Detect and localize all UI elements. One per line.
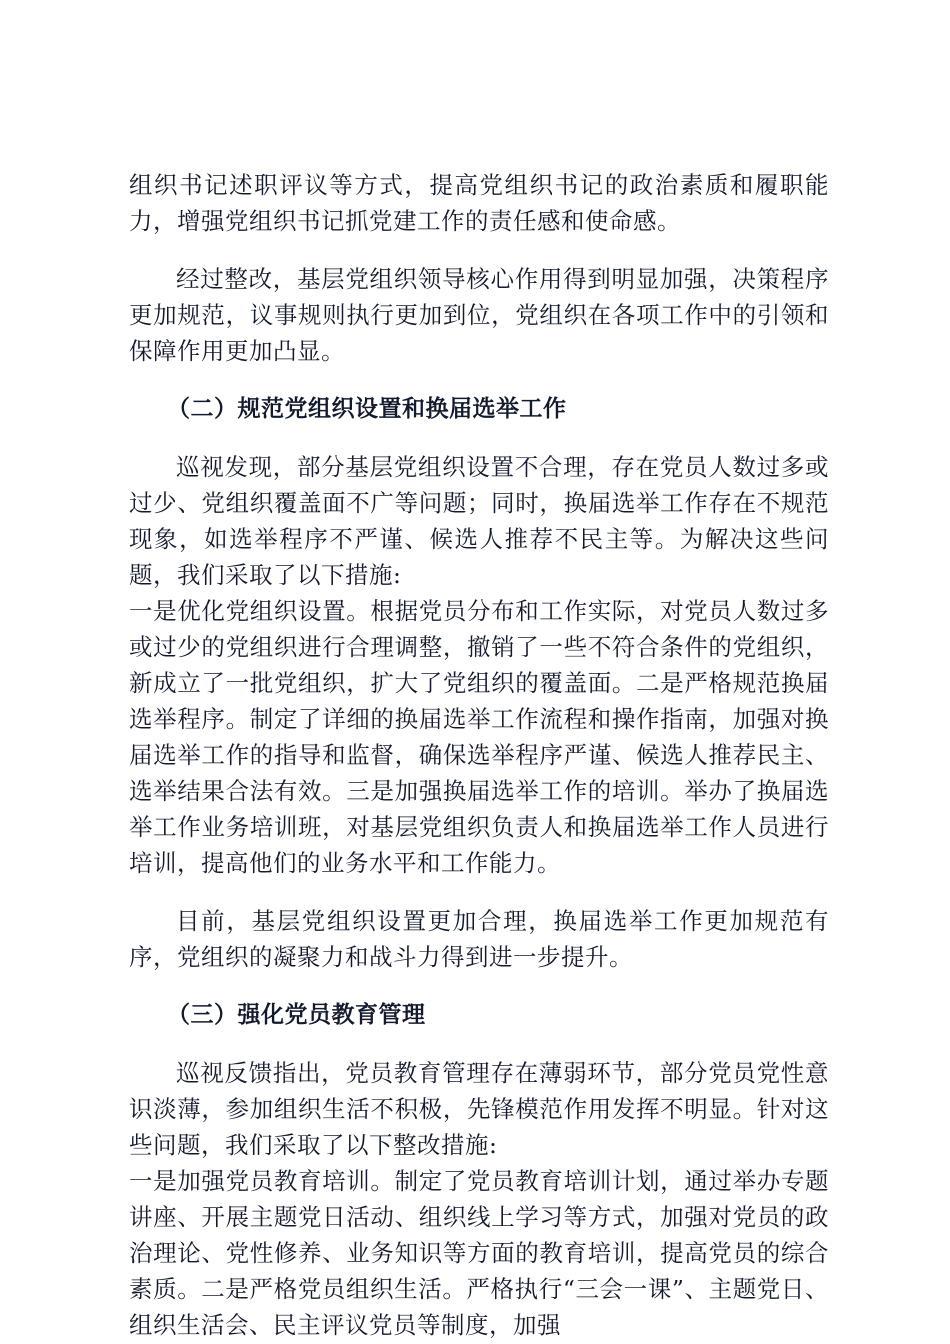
paragraph-rectification-result: 经过整改，基层党组织领导核心作用得到明显加强，决策程序更加规范，议事规则执行更加到位，党组织在各项工作中的引领和保障作用更加凸显。 <box>129 265 829 365</box>
paragraph-measures: 一是优化党组织设置。根据党员分布和工作实际，对党员人数过多或过少的党组织进行合理调整，撤销了一些不符合条件的党组织，新成立了一批党组织，扩大了党组织的覆盖面。二是严格规范换届选举程序。制定了详细的换届选举工作流程和操作指南，加强对换届选举工作的指导和监督，确保选举程序严谨、候选人推荐民主、选举结果合法有效。三是加强换届选举工作的培训。举办了换届选举工作业务培训班，对基层党组织负责人和换届选举工作人员进行培训，提高他们的业务水平和工作能力。 <box>129 597 829 877</box>
paragraph-education-measures: 一是加强党员教育培训。制定了党员教育培训计划，通过举办专题讲座、开展主题党日活动、组织线上学习等方式，加强对党员的政治理论、党性修养、业务知识等方面的教育培训，提高党员的综合素质。二是严格党员组织生活。严格执行“三会一课”、主题党日、组织生活会、民主评议党员等制度，加强 <box>129 1167 829 1339</box>
section-heading-2: （二）规范党组织设置和换届选举工作 <box>167 396 567 422</box>
paragraph-continuation: 组织书记述职评议等方式，提高党组织书记的政治素质和履职能力，增强党组织书记抓党建工作的责任感和使命感。 <box>129 171 829 235</box>
paragraph-current-status: 目前，基层党组织设置更加合理，换届选举工作更加规范有序，党组织的凝聚力和战斗力得到进一步提升。 <box>129 907 829 971</box>
paragraph-education-findings: 巡视反馈指出，党员教育管理存在薄弱环节，部分党员党性意识淡薄，参加组织生活不积极，先锋模范作用发挥不明显。针对这些问题，我们采取了以下整改措施: <box>129 1059 829 1159</box>
paragraph-inspection-findings: 巡视发现，部分基层党组织设置不合理，存在党员人数过多或过少、党组织覆盖面不广等问题；同时，换届选举工作存在不规范现象，如选举程序不严谨、候选人推荐不民主等。为解决这些问题，我们采取了以下措施: <box>129 453 829 589</box>
section-heading-3: （三）强化党员教育管理 <box>167 1002 426 1028</box>
document-body <box>129 167 829 1343</box>
